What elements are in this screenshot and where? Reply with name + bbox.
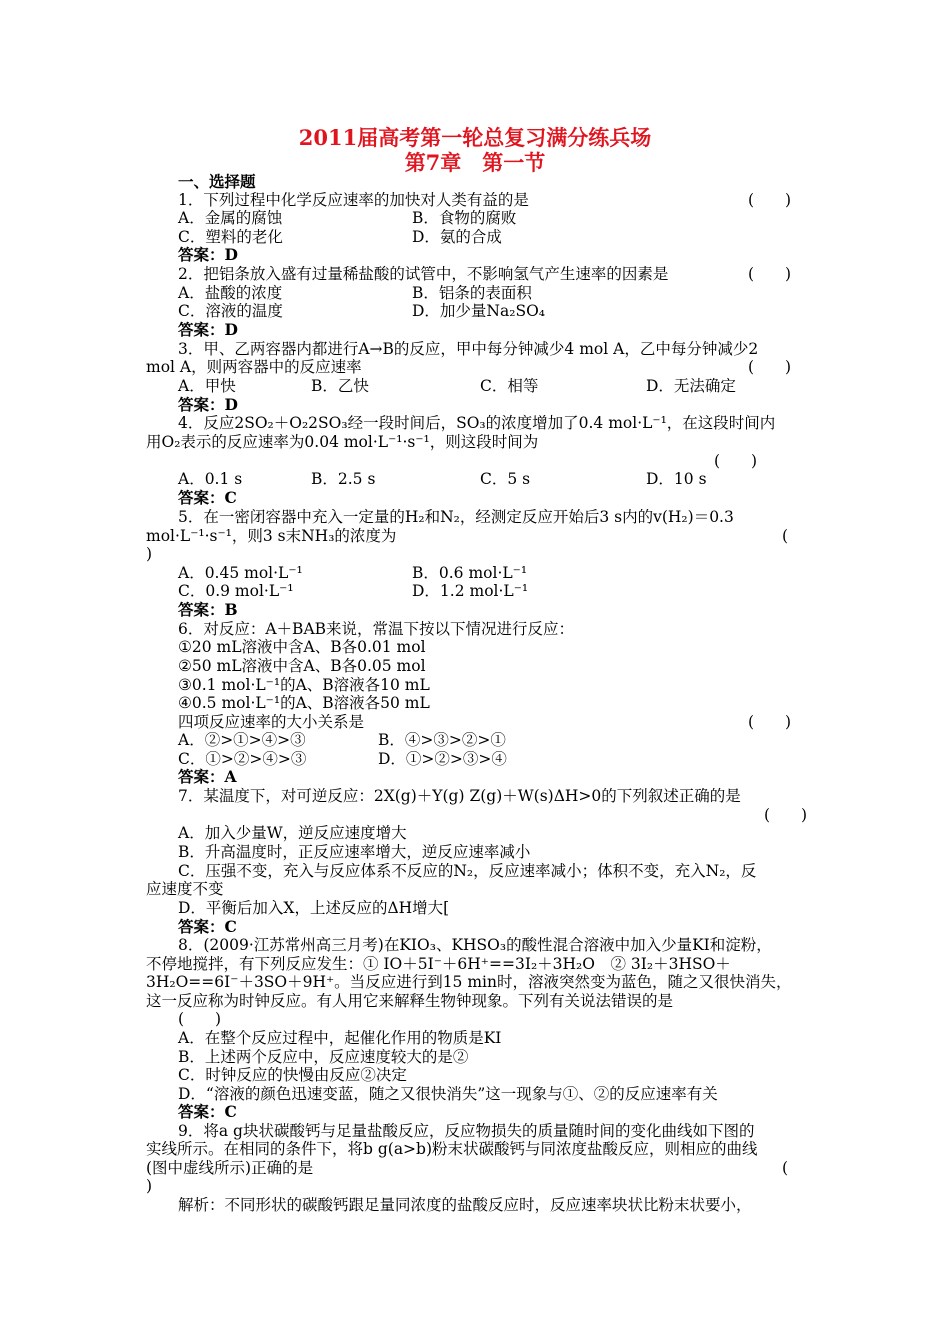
q1-answer: 答案：D xyxy=(178,245,238,264)
q4-answer: 答案：C xyxy=(178,488,237,507)
q8-option-d: D．“溶液的颜色迅速变蓝，随之又很快消失”这一现象与①、②的反应速率有关 xyxy=(178,1085,718,1103)
q8-answer: 答案：C xyxy=(178,1102,237,1121)
q8-line2: 不停地搅拌，有下列反应发生：① IO＋5I⁻＋6H⁺==3I₂＋3H₂O ② 3I₂＋3HSO＋ xyxy=(146,955,731,973)
q1-option-d: D．氨的合成 xyxy=(412,228,502,246)
document-title: 2011届高考第一轮总复习满分练兵场 xyxy=(298,125,652,150)
q5-answer: 答案：B xyxy=(178,600,238,619)
q6-case-4: ④0.5 mol·L⁻¹的A、B溶液各50 mL xyxy=(178,694,430,712)
q8-line4: 这一反应称为时钟反应。有人用它来解释生物钟现象。下列有关说法错误的是 xyxy=(146,992,674,1010)
q7-option-c-line2: 应速度不变 xyxy=(146,880,224,898)
q1-stem: 1．下列过程中化学反应速率的加快对人类有益的是 xyxy=(178,191,529,209)
q3-option-d: D．无法确定 xyxy=(646,377,736,395)
q2-option-c: C．溶液的温度 xyxy=(178,302,283,320)
q4-stem-line1: 4．反应2SO₂＋O₂2SO₃经一段时间后，SO₃的浓度增加了0.4 mol·L⁻¹，在这段时间内 xyxy=(178,414,776,432)
q7-option-a: A．加入少量W，逆反应速度增大 xyxy=(178,824,407,842)
q8-option-c: C．时钟反应的快慢由反应②决定 xyxy=(178,1066,407,1084)
q8-option-a: A．在整个反应过程中，起催化作用的物质是KI xyxy=(178,1029,502,1047)
q7-option-d: D．平衡后加入X，上述反应的ΔH增大[ xyxy=(178,899,450,917)
q6-answer: 答案：A xyxy=(178,767,237,786)
q4-option-a: A．0.1 s xyxy=(178,470,243,488)
q6-case-1: ①20 mL溶液中含A、B各0.01 mol xyxy=(178,638,426,656)
q5-option-a: A．0.45 mol·L⁻¹ xyxy=(178,564,303,582)
q9-solution: 解析：不同形状的碳酸钙跟足量同浓度的盐酸反应时，反应速率块状比粉末状要小， xyxy=(178,1196,752,1214)
q6-case-2: ②50 mL溶液中含A、B各0.05 mol xyxy=(178,657,426,675)
q2-answer-bracket: ( ) xyxy=(748,265,792,283)
q9-bracket-open: ( xyxy=(782,1159,789,1177)
q2-answer: 答案：D xyxy=(178,320,238,339)
q3-answer-bracket: ( ) xyxy=(748,358,792,376)
q5-bracket-open: ( xyxy=(782,527,789,545)
q6-case-3: ③0.1 mol·L⁻¹的A、B溶液各10 mL xyxy=(178,676,430,694)
q5-option-b: B．0.6 mol·L⁻¹ xyxy=(412,564,528,582)
q5-stem-line2: mol·L⁻¹·s⁻¹，则3 s末NH₃的浓度为 xyxy=(146,527,397,545)
q6-stem: 6．对反应：A＋BAB来说，常温下按以下情况进行反应： xyxy=(178,620,575,638)
q5-option-d: D．1.2 mol·L⁻¹ xyxy=(412,582,529,600)
q6-option-c: C．①>②>④>③ xyxy=(178,750,307,768)
q7-answer: 答案：C xyxy=(178,917,237,936)
section-heading: 一、选择题 xyxy=(178,172,256,191)
q4-answer-bracket: ( ) xyxy=(714,452,758,470)
q3-stem-line2: mol A，则两容器中的反应速率 xyxy=(146,358,362,376)
q3-answer: 答案：D xyxy=(178,395,238,414)
q3-stem-line1: 3．甲、乙两容器内都进行A→B的反应，甲中每分钟减少4 mol A，乙中每分钟减少2 xyxy=(178,340,759,358)
q1-option-a: A．金属的腐蚀 xyxy=(178,209,283,227)
q5-option-c: C．0.9 mol·L⁻¹ xyxy=(178,582,294,600)
q2-option-b: B．铝条的表面积 xyxy=(412,284,532,302)
q2-stem: 2．把铝条放入盛有过量稀盐酸的试管中，不影响氢气产生速率的因素是 xyxy=(178,265,669,283)
q7-option-c-line1: C．压强不变，充入与反应体系不反应的N₂，反应速率减小；体积不变，充入N₂，反 xyxy=(178,862,757,880)
q3-option-a: A．甲快 xyxy=(178,377,236,395)
q2-option-d: D．加少量Na₂SO₄ xyxy=(412,302,545,320)
q1-option-b: B．食物的腐败 xyxy=(412,209,517,227)
q8-option-b: B．上述两个反应中，反应速度较大的是② xyxy=(178,1048,469,1066)
q6-option-d: D．①>②>③>④ xyxy=(378,750,507,768)
q9-bracket-close: ) xyxy=(146,1177,153,1195)
q7-answer-bracket: ( ) xyxy=(764,806,808,824)
q9-line2: 实线所示。在相同的条件下，将b g(a>b)粉末状碳酸钙与同浓度盐酸反应，则相应的曲线 xyxy=(146,1140,758,1158)
q7-option-b: B．升高温度时，正反应速率增大，逆反应速率减小 xyxy=(178,843,531,861)
q5-bracket-close: ) xyxy=(146,545,153,563)
q1-answer-bracket: ( ) xyxy=(748,191,792,209)
q4-option-c: C．5 s xyxy=(480,470,531,488)
q4-option-b: B．2.5 s xyxy=(311,470,376,488)
q6-question: 四项反应速率的大小关系是 xyxy=(178,713,365,731)
q6-answer-bracket: ( ) xyxy=(748,713,792,731)
q2-option-a: A．盐酸的浓度 xyxy=(178,284,283,302)
q5-stem-line1: 5．在一密闭容器中充入一定量的H₂和N₂，经测定反应开始后3 s内的v(H₂)＝0.3 xyxy=(178,508,734,526)
q8-line3: 3H₂O==6I⁻＋3SO＋9H⁺。当反应进行到15 min时，溶液突然变为蓝色，随之又很快消失， xyxy=(146,973,792,991)
q1-option-c: C．塑料的老化 xyxy=(178,228,283,246)
document-subtitle: 第7章 第一节 xyxy=(404,150,546,175)
q3-option-c: C．相等 xyxy=(480,377,539,395)
q4-option-d: D．10 s xyxy=(646,470,707,488)
q6-option-b: B．④>③>②>① xyxy=(378,731,506,749)
q7-stem: 7．某温度下，对可逆反应：2X(g)＋Y(g) Z(g)＋W(s)ΔH>0的下列叙述正确的是 xyxy=(178,787,741,805)
q3-option-b: B．乙快 xyxy=(311,377,369,395)
q8-line1: 8．(2009·江苏常州高三月考)在KIO₃、KHSO₃的酸性混合溶液中加入少量KI和淀粉， xyxy=(178,936,772,954)
q9-line1: 9．将a g块状碳酸钙与足量盐酸反应，反应物损失的质量随时间的变化曲线如下图的 xyxy=(178,1122,755,1140)
q4-stem-line2: 用O₂表示的反应速率为0.04 mol·L⁻¹·s⁻¹，则这段时间为 xyxy=(146,433,539,451)
q9-line3: (图中虚线所示)正确的是 xyxy=(146,1159,314,1177)
q8-answer-bracket: ( ) xyxy=(178,1010,222,1028)
q6-option-a: A．②>①>④>③ xyxy=(178,731,306,749)
